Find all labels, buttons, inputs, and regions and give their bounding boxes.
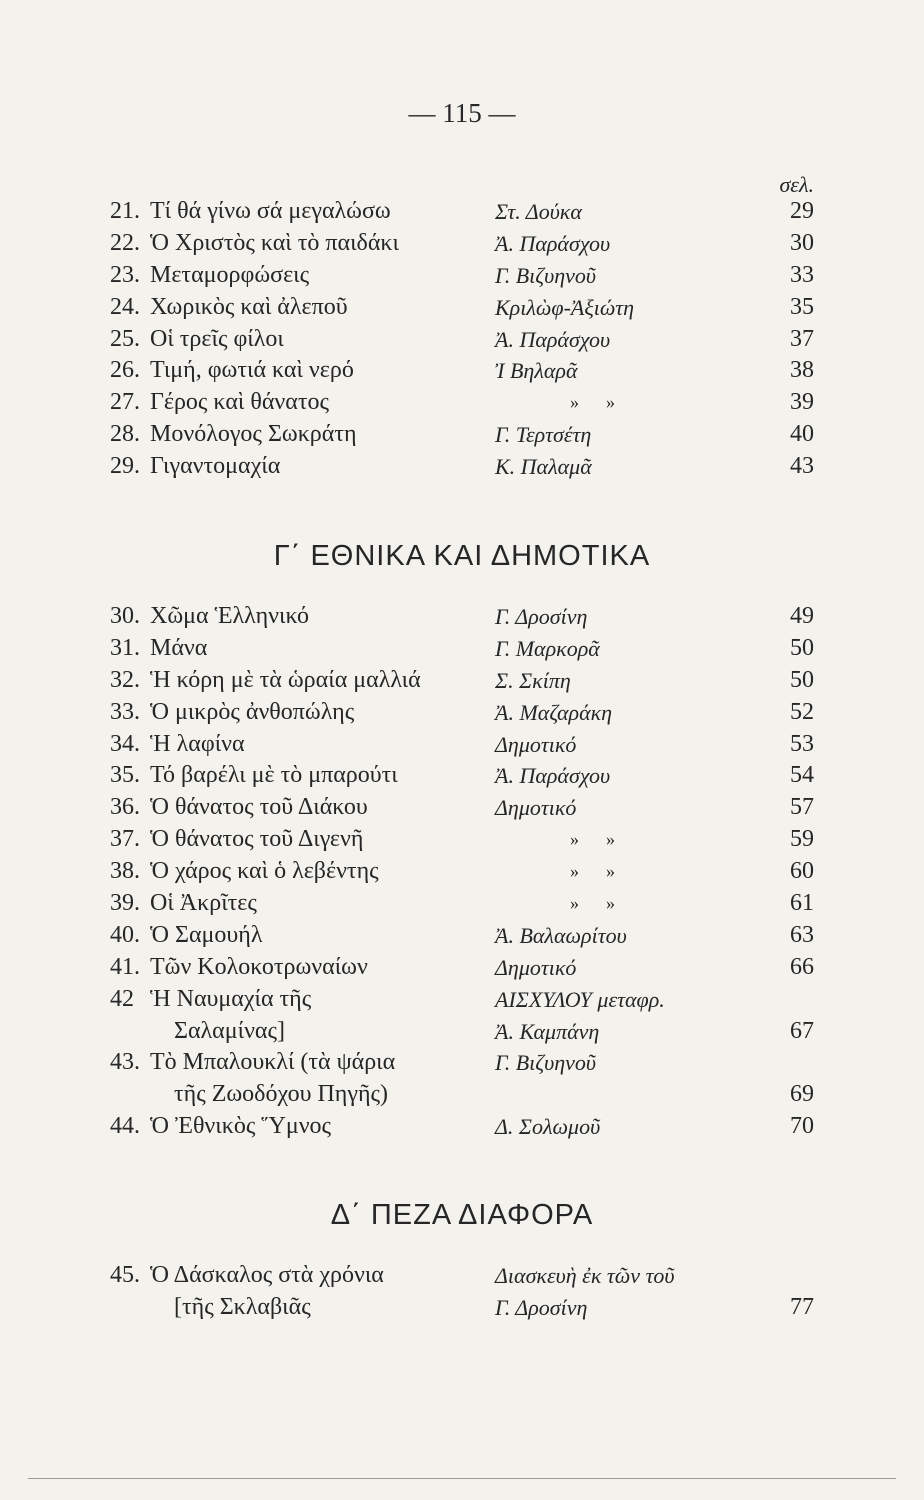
entry-number: 37.	[110, 826, 140, 853]
entry-page: 69	[790, 1081, 814, 1108]
entry-number: 39.	[110, 890, 140, 917]
toc-list-top	[110, 196, 814, 483]
entry-title: Τιμή, φωτιά καὶ νερό	[150, 357, 354, 384]
section-title-c: Γ΄ ΕΘΝΙΚΑ ΚΑΙ ΔΗΜΟΤΙΚΑ	[273, 540, 651, 572]
entry-author: Δημοτικό	[495, 954, 577, 980]
entry-title: Ὁ Χριστὸς καὶ τὸ παιδάκι	[150, 229, 399, 256]
entry-author: Ἀ. Παράσχου	[495, 763, 611, 789]
entry-title: Γιγαντομαχία	[150, 453, 281, 480]
entry-author: Γ. Βιζυηνοῦ	[495, 1050, 597, 1076]
toc-entry	[110, 888, 814, 920]
entry-title: Ὁ Δάσκαλος στὰ χρόνια	[150, 1262, 384, 1288]
entry-title: Ὁ μικρὸς ἀνθοπώλης	[150, 698, 355, 725]
entry-title: Οἱ τρεῖς φίλοι	[150, 325, 284, 352]
entry-number: 30.	[110, 603, 140, 629]
entry-page: 59	[790, 826, 814, 853]
entry-number: 32.	[110, 666, 140, 693]
toc-entry	[110, 1047, 814, 1079]
entry-page: 54	[790, 762, 814, 789]
toc-entry	[110, 920, 814, 952]
entry-page: 60	[790, 858, 814, 885]
entry-title: Ἡ Ναυμαχία τῆς	[150, 985, 312, 1012]
toc-entry	[110, 729, 814, 761]
entry-title: Τό βαρέλι μὲ τὸ μπαρούτι	[150, 762, 398, 789]
entry-title: Τὸ Μπαλουκλί (τὰ ψάρια	[150, 1049, 396, 1076]
entry-number: 26.	[110, 357, 140, 384]
entry-page: 52	[790, 698, 814, 725]
toc-entry	[110, 324, 814, 356]
entry-number: 25.	[110, 325, 140, 352]
entry-page: 70	[790, 1113, 814, 1140]
entry-title: Ὁ χάρος καὶ ὁ λεβέντης	[150, 858, 379, 885]
entry-title: Ὁ θάνατος τοῦ Διγενῆ	[150, 826, 364, 853]
entry-author: Γ. Βιζυηνοῦ	[495, 262, 597, 288]
entry-author: ΑΙΣΧΥΛΟΥ μεταφρ.	[495, 986, 665, 1012]
toc-entry	[110, 1260, 814, 1292]
entry-title: Μονόλογος Σωκράτη	[150, 421, 357, 448]
entry-number: 33.	[110, 698, 140, 725]
section-title-d: Δ΄ ΠΕΖΑ ΔΙΑΦΟΡΑ	[330, 1199, 594, 1231]
entry-number: 28.	[110, 421, 140, 448]
entry-author: » »	[570, 861, 615, 882]
entry-author: Ἰ Βηλαρᾶ	[495, 358, 578, 384]
toc-entry	[110, 601, 814, 633]
entry-author: » »	[570, 829, 615, 850]
entry-author: Γ. Τερτσέτη	[495, 422, 592, 448]
toc-entry	[110, 260, 814, 292]
toc-entry	[110, 387, 814, 419]
entry-author: Σ. Σκίπη	[495, 667, 571, 693]
entry-author: Διασκευὴ ἐκ τῶν τοῦ	[495, 1263, 675, 1288]
entry-number: 31.	[110, 634, 140, 661]
entry-page: 53	[790, 730, 814, 757]
entry-number: 44.	[110, 1113, 140, 1140]
entry-page: 49	[790, 603, 814, 629]
entry-author: Γ. Δροσίνη	[495, 1294, 588, 1320]
entry-title: Ἡ λαφίνα	[150, 730, 245, 757]
entry-author: Στ. Δούκα	[495, 199, 582, 224]
entry-title: Ὁ Σαμουήλ	[150, 921, 263, 948]
entry-page: 30	[790, 229, 814, 256]
entry-author: Γ. Δροσίνη	[495, 604, 588, 629]
toc-entry	[110, 697, 814, 729]
entry-page: 66	[790, 953, 814, 980]
toc-entry	[110, 856, 814, 888]
toc-entry	[110, 792, 814, 824]
entry-title: Ὁ Ἐθνικὸς Ὕμνος	[150, 1113, 332, 1140]
toc-entry	[110, 760, 814, 792]
toc-entry	[110, 355, 814, 387]
entry-author: Δημοτικό	[495, 731, 577, 757]
toc-entry	[110, 419, 814, 451]
entry-title: [τῆς Σκλαβιᾶς	[174, 1293, 311, 1320]
entry-number: 40.	[110, 921, 140, 948]
entry-page: 77	[790, 1293, 814, 1320]
entry-page: 50	[790, 634, 814, 661]
toc-entry	[110, 292, 814, 324]
toc-entry	[110, 665, 814, 697]
page-column-label: σελ.	[779, 172, 814, 197]
entry-author: Ἀ. Καμπάνη	[495, 1018, 600, 1044]
bottom-rule	[28, 1478, 896, 1479]
entry-title: Τῶν Κολοκοτρωναίων	[150, 953, 368, 980]
entry-page: 35	[790, 293, 814, 320]
entry-title: τῆς Ζωοδόχου Πηγῆς)	[174, 1081, 389, 1108]
entry-number: 27.	[110, 389, 140, 416]
entry-number: 35.	[110, 762, 140, 789]
toc-list-d	[110, 1260, 814, 1324]
entry-author: Ἀ. Μαζαράκη	[495, 699, 613, 725]
entry-title: Γέρος καὶ θάνατος	[150, 389, 329, 416]
entry-number: 41.	[110, 953, 140, 980]
toc-entry	[110, 1111, 814, 1143]
toc-entry	[110, 1079, 814, 1111]
entry-page: 50	[790, 666, 814, 693]
entry-number: 23.	[110, 261, 140, 288]
toc-list-c	[110, 601, 814, 1143]
entry-number: 34.	[110, 730, 140, 757]
entry-number: 22.	[110, 229, 140, 256]
entry-number: 42	[110, 985, 134, 1012]
entry-page: 37	[790, 325, 814, 352]
toc-entry	[110, 633, 814, 665]
entry-title: Τί θά γίνω σά μεγαλώσω	[150, 198, 391, 224]
entry-title: Χῶμα Ἑλληνικό	[150, 603, 310, 629]
entry-author: Γ. Μαρκορᾶ	[495, 635, 600, 661]
entry-title: Μάνα	[150, 634, 208, 661]
entry-page: 29	[790, 198, 814, 224]
entry-author: Δημοτικό	[495, 795, 577, 821]
toc-entry	[110, 1016, 814, 1048]
entry-page: 63	[790, 921, 814, 948]
toc-entry	[110, 228, 814, 260]
entry-number: 21.	[110, 198, 140, 224]
entry-number: 38.	[110, 858, 140, 885]
entry-title: Οἱ Ἀκρῖτες	[150, 890, 257, 917]
entry-page: 61	[790, 890, 814, 917]
entry-number: 29.	[110, 453, 140, 480]
entry-author: Κ. Παλαμᾶ	[495, 454, 592, 480]
entry-author: Ἀ. Παράσχου	[495, 326, 611, 352]
entry-author: Κριλὼφ-Ἀξιώτη	[495, 294, 635, 320]
entry-number: 45.	[110, 1262, 140, 1288]
entry-page: 39	[790, 389, 814, 416]
entry-author: Ἀ. Παράσχου	[495, 230, 611, 256]
toc-entry	[110, 824, 814, 856]
entry-number: 36.	[110, 794, 140, 821]
entry-number: 43.	[110, 1049, 140, 1076]
entry-author: Ἀ. Βαλαωρίτου	[495, 922, 627, 948]
entry-author: » »	[570, 392, 615, 413]
entry-page: 40	[790, 421, 814, 448]
entry-page: 43	[790, 453, 814, 480]
toc-entry	[110, 984, 814, 1016]
entry-page: 33	[790, 261, 814, 288]
entry-page: 57	[790, 794, 814, 821]
entry-title: Σαλαμίνας]	[174, 1017, 285, 1044]
page-number: — 115 —	[408, 98, 516, 128]
entry-title: Μεταμορφώσεις	[150, 261, 310, 288]
entry-author: » »	[570, 893, 615, 914]
entry-page: 67	[790, 1017, 814, 1044]
toc-entry	[110, 1292, 814, 1324]
entry-page: 38	[790, 357, 814, 384]
toc-entry	[110, 196, 814, 228]
entry-title: Χωρικὸς καὶ ἀλεποῦ	[150, 293, 348, 320]
entry-title: Ἡ κόρη μὲ τὰ ὡραία μαλλιά	[150, 666, 421, 693]
entry-number: 24.	[110, 293, 140, 320]
toc-entry	[110, 952, 814, 984]
entry-author: Δ. Σολωμοῦ	[495, 1114, 601, 1140]
entry-title: Ὁ θάνατος τοῦ Διάκου	[150, 794, 368, 821]
toc-entry	[110, 451, 814, 483]
